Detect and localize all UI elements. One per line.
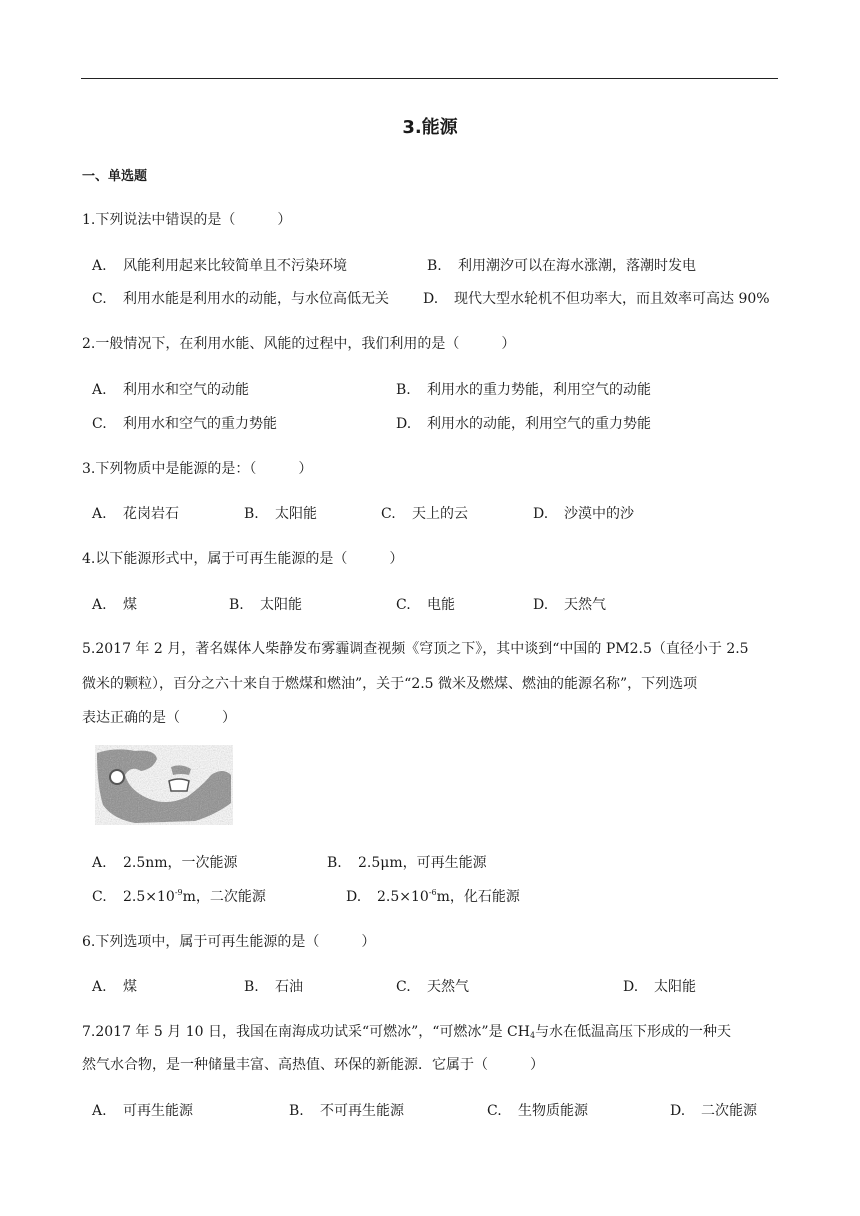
option-text: 2.5nm，一次能源 — [123, 855, 238, 871]
option-text-post: m，二次能源 — [182, 889, 266, 905]
option-text: 利用水的重力势能，利用空气的动能 — [427, 382, 651, 398]
q2-option-a[interactable] — [92, 379, 249, 399]
q2-option-c[interactable] — [92, 413, 277, 433]
option-text-pre: 2.5×10 — [377, 889, 429, 905]
question-3-stem: 3.下列物质中是能源的是：（ ） — [82, 461, 313, 477]
option-key: B. — [327, 855, 342, 871]
option-text: 天然气 — [427, 979, 469, 995]
option-text: 沙漠中的沙 — [564, 506, 634, 522]
q7-option-a[interactable] — [92, 1100, 193, 1120]
option-text: 二次能源 — [701, 1103, 757, 1119]
option-key: C. — [396, 979, 411, 995]
question-5-stem-line-2: 微米的颗粒），百分之六十来自于燃煤和燃油”，关于“2.5 微米及燃煤、燃油的能源名称”，下列选项 — [82, 676, 698, 692]
option-text: 利用水和空气的重力势能 — [123, 416, 277, 432]
option-key: D. — [423, 291, 439, 307]
option-key: A. — [92, 1103, 107, 1119]
question-5-stem-line-1: 5.2017 年 2 月，著名媒体人柴静发布雾霾调查视频《穹顶之下》，其中谈到“中国的 PM2.5（直径小于 2.5 — [82, 641, 749, 657]
option-text: 煤 — [123, 979, 137, 995]
q2-option-d[interactable] — [396, 413, 651, 433]
question-1-stem: 1.下列说法中错误的是（ ） — [82, 212, 292, 228]
option-text: 太阳能 — [654, 979, 696, 995]
option-text: 电能 — [427, 597, 455, 613]
q5-option-b[interactable] — [327, 852, 487, 872]
smog-illustration — [95, 745, 233, 825]
q4-option-c[interactable] — [396, 594, 455, 614]
q3-option-d[interactable] — [533, 503, 634, 523]
section-heading: 一、单选题 — [82, 169, 148, 184]
option-key: A. — [92, 597, 107, 613]
option-key: D. — [533, 597, 549, 613]
option-text: 不可再生能源 — [320, 1103, 404, 1119]
option-text: 石油 — [275, 979, 303, 995]
q1-option-c[interactable] — [92, 288, 389, 308]
option-key: D. — [623, 979, 639, 995]
question-7-stem-line-2: 然气水合物，是一种储量丰富、高热值、环保的新能源．它属于（ ） — [82, 1057, 544, 1073]
option-key: A. — [92, 258, 107, 274]
option-text: 花岗岩石 — [123, 506, 179, 522]
q7-option-b[interactable] — [289, 1100, 404, 1120]
q6-option-a[interactable] — [92, 976, 137, 996]
option-text: 太阳能 — [275, 506, 317, 522]
q5-option-a[interactable] — [92, 852, 238, 872]
page-title: 3.能源 — [402, 117, 458, 138]
option-text: 煤 — [123, 597, 137, 613]
option-text: 利用水和空气的动能 — [123, 382, 249, 398]
header-rule — [81, 78, 778, 79]
option-text: 天然气 — [564, 597, 606, 613]
option-text-pre: 2.5×10 — [123, 889, 175, 905]
question-4-stem: 4.以下能源形式中，属于可再生能源的是（ ） — [82, 551, 404, 567]
option-key: B. — [289, 1103, 304, 1119]
q3-option-c[interactable] — [381, 503, 468, 523]
option-key: A. — [92, 382, 107, 398]
q7-option-d[interactable] — [670, 1100, 757, 1120]
q3-option-b[interactable] — [244, 503, 317, 523]
q5-option-c[interactable] — [92, 886, 266, 906]
option-key: C. — [92, 416, 107, 432]
option-key: B. — [244, 979, 259, 995]
option-text: 可再生能源 — [123, 1103, 193, 1119]
question-7-stem-line-1 — [82, 1021, 731, 1041]
q6-option-d[interactable] — [623, 976, 696, 996]
option-key: A. — [92, 979, 107, 995]
q1-option-d[interactable] — [423, 288, 770, 308]
q4-option-b[interactable] — [229, 594, 302, 614]
option-key: B. — [396, 382, 411, 398]
option-key: D. — [346, 889, 362, 905]
q4-option-d[interactable] — [533, 594, 606, 614]
q5-option-d[interactable] — [346, 886, 520, 906]
q1-option-b[interactable] — [427, 255, 696, 275]
option-text: 太阳能 — [260, 597, 302, 613]
q7-option-c[interactable] — [487, 1100, 588, 1120]
option-key: A. — [92, 506, 107, 522]
option-text: 利用水能是利用水的动能，与水位高低无关 — [123, 291, 389, 307]
option-key: C. — [396, 597, 411, 613]
option-key: A. — [92, 855, 107, 871]
option-text-post: m，化石能源 — [436, 889, 520, 905]
option-key: C. — [92, 889, 107, 905]
q6-option-b[interactable] — [244, 976, 303, 996]
stem-subscript: 4 — [529, 1031, 536, 1040]
option-key: D. — [533, 506, 549, 522]
q2-option-b[interactable] — [396, 379, 651, 399]
option-key: D. — [396, 416, 412, 432]
option-key: B. — [244, 506, 259, 522]
stem-text-pre: 7.2017 年 5 月 10 日，我国在南海成功试采“可燃冰”，“可燃冰”是 CH — [82, 1024, 530, 1040]
option-key: B. — [229, 597, 244, 613]
stem-text-post: 与水在低温高压下形成的一种天 — [535, 1024, 732, 1040]
option-text-exponent: -9 — [174, 888, 183, 897]
option-text: 利用潮汐可以在海水涨潮，落潮时发电 — [458, 258, 696, 274]
option-text-exponent: -6 — [428, 888, 437, 897]
option-text: 天上的云 — [412, 506, 468, 522]
option-key: B. — [427, 258, 442, 274]
q3-option-a[interactable] — [92, 503, 179, 523]
option-key: C. — [381, 506, 396, 522]
option-text: 风能利用起来比较简单且不污染环境 — [123, 258, 347, 274]
option-text: 现代大型水轮机不但功率大，而且效率可高达 90% — [454, 291, 770, 307]
q1-option-a[interactable] — [92, 255, 347, 275]
option-text: 利用水的动能，利用空气的重力势能 — [427, 416, 651, 432]
option-key: D. — [670, 1103, 686, 1119]
option-key: C. — [92, 291, 107, 307]
question-2-stem: 2.一般情况下，在利用水能、风能的过程中，我们利用的是（ ） — [82, 336, 516, 352]
q6-option-c[interactable] — [396, 976, 469, 996]
option-text: 2.5μm，可再生能源 — [358, 855, 487, 871]
question-6-stem: 6.下列选项中，属于可再生能源的是（ ） — [82, 934, 376, 950]
option-key: C. — [487, 1103, 502, 1119]
question-5-stem-line-3: 表达正确的是（ ） — [82, 710, 236, 726]
option-text: 生物质能源 — [518, 1103, 588, 1119]
q4-option-a[interactable] — [92, 594, 137, 614]
